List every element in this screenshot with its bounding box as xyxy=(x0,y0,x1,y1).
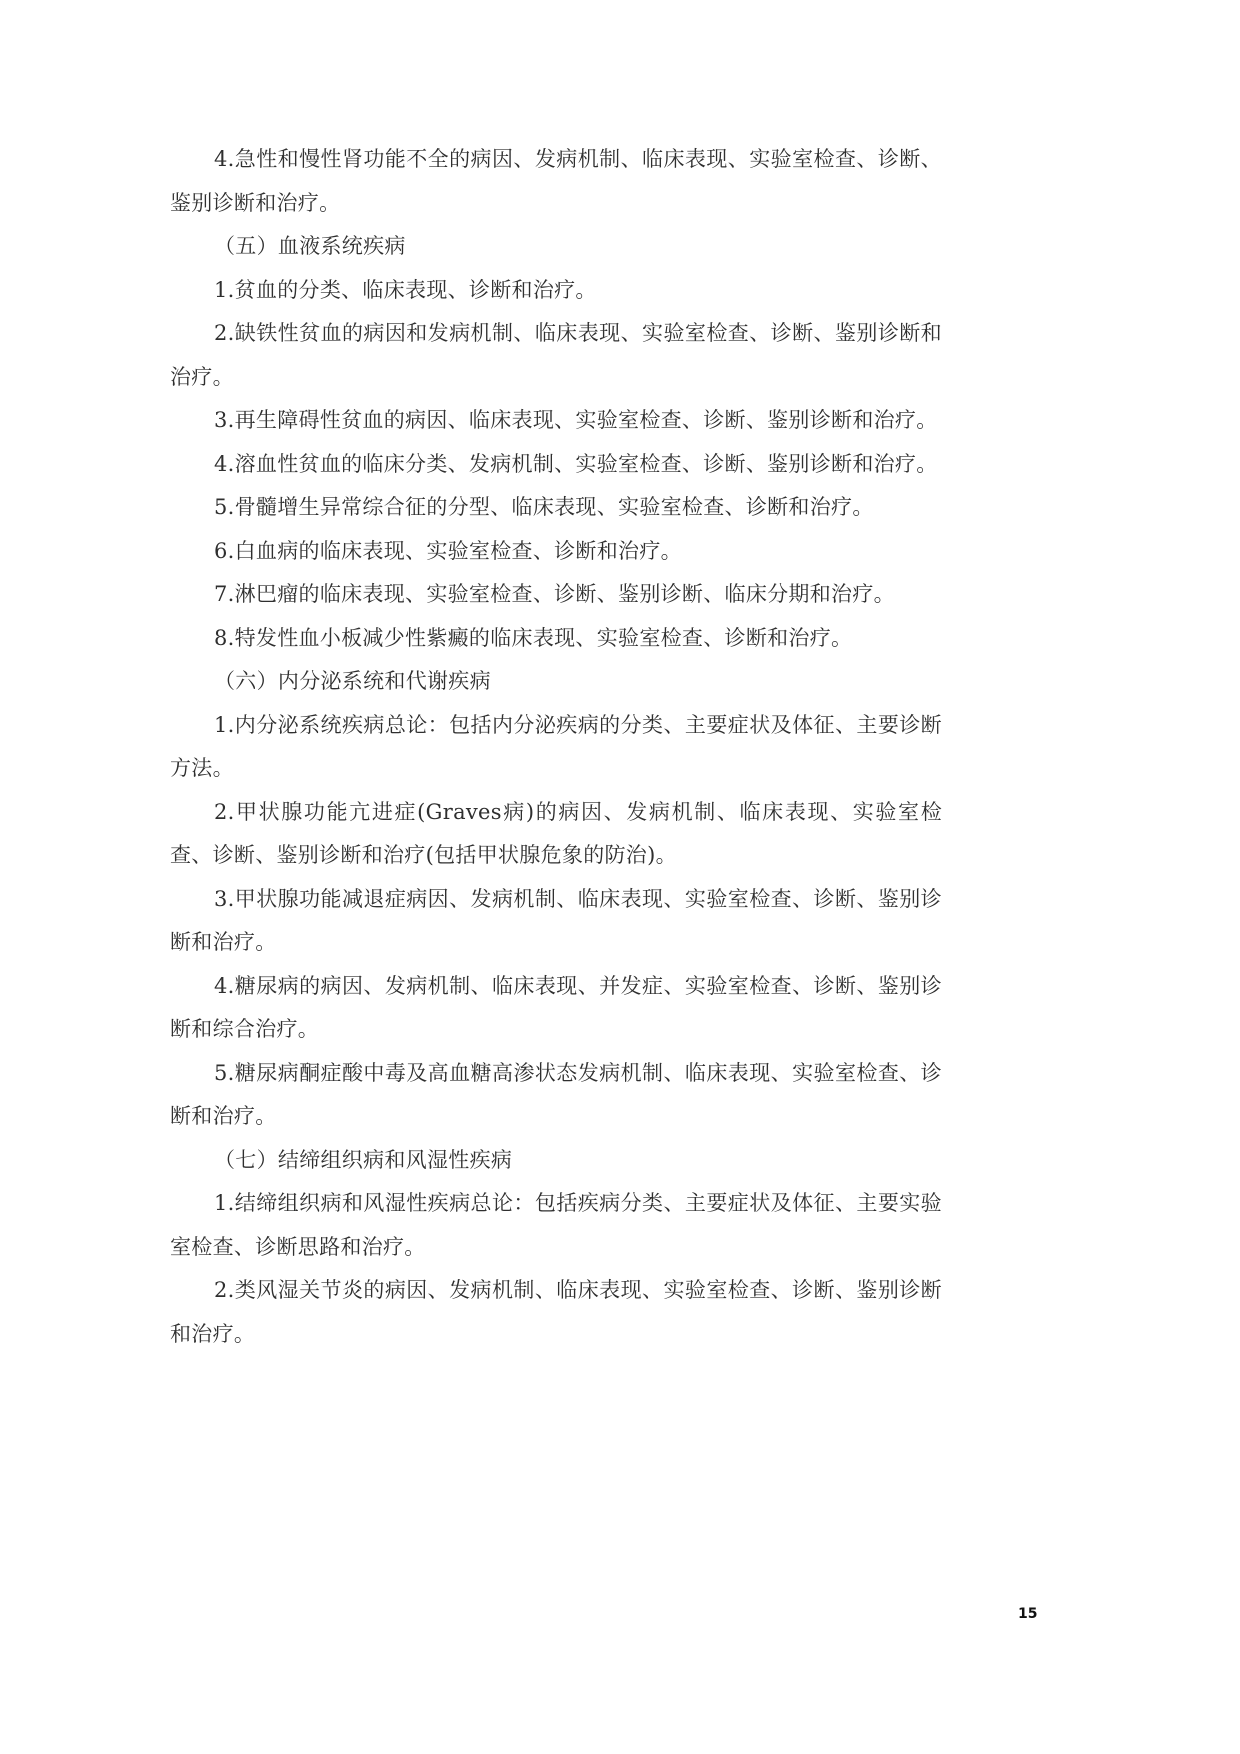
page-number: 15 xyxy=(1018,1606,1038,1622)
section-heading-rheumatology: （七）结缔组织病和风湿性疾病 xyxy=(214,1147,513,1172)
list-item-rheumatic-overview: 1.结缔组织病和风湿性疾病总论：包括疾病分类、主要症状及体征、主要实验室检查、诊断思路和治疗。 xyxy=(170,1191,942,1259)
document-body xyxy=(170,138,942,1356)
list-item-mds: 5.骨髓增生异常综合征的分型、临床表现、实验室检查、诊断和治疗。 xyxy=(214,495,874,519)
list-item-aplastic-anemia: 3.再生障碍性贫血的病因、临床表现、实验室检查、诊断、鉴别诊断和治疗。 xyxy=(214,408,938,432)
list-item-itp: 8.特发性血小板减少性紫癜的临床表现、实验室检查、诊断和治疗。 xyxy=(214,625,853,650)
list-item-dka-hhs: 5.糖尿病酮症酸中毒及高血糖高渗状态发病机制、临床表现、实验室检查、诊断和治疗。 xyxy=(170,1060,942,1128)
list-item-endocrine-overview: 1.内分泌系统疾病总论：包括内分泌疾病的分类、主要症状及体征、主要诊断方法。 xyxy=(170,712,942,780)
list-item-renal-failure: 4.急性和慢性肾功能不全的病因、发病机制、临床表现、实验室检查、诊断、鉴别诊断和治疗。 xyxy=(170,147,942,215)
list-item-anemia: 1.贫血的分类、临床表现、诊断和治疗。 xyxy=(214,277,597,302)
list-item-iron-deficiency-anemia: 2.缺铁性贫血的病因和发病机制、临床表现、实验室检查、诊断、鉴别诊断和治疗。 xyxy=(170,321,942,389)
list-item-hyperthyroidism: 2.甲状腺功能亢进症(Graves病)的病因、发病机制、临床表现、实验室检查、诊断、鉴别诊断和治疗(包括甲状腺危象的防治)。 xyxy=(170,799,942,867)
list-item-hypothyroidism: 3.甲状腺功能减退症病因、发病机制、临床表现、实验室检查、诊断、鉴别诊断和治疗。 xyxy=(170,886,942,954)
list-item-diabetes: 4.糖尿病的病因、发病机制、临床表现、并发症、实验室检查、诊断、鉴别诊断和综合治疗。 xyxy=(170,973,942,1041)
list-item-rheumatoid-arthritis: 2.类风湿关节炎的病因、发病机制、临床表现、实验室检查、诊断、鉴别诊断和治疗。 xyxy=(170,1278,942,1346)
list-item-hemolytic-anemia: 4.溶血性贫血的临床分类、发病机制、实验室检查、诊断、鉴别诊断和治疗。 xyxy=(214,451,938,476)
list-item-leukemia: 6.白血病的临床表现、实验室检查、诊断和治疗。 xyxy=(214,538,682,563)
section-heading-hematology: （五）血液系统疾病 xyxy=(214,234,406,258)
section-heading-endocrine: （六）内分泌系统和代谢疾病 xyxy=(214,669,491,693)
list-item-lymphoma: 7.淋巴瘤的临床表现、实验室检查、诊断、鉴别诊断、临床分期和治疗。 xyxy=(214,582,895,606)
